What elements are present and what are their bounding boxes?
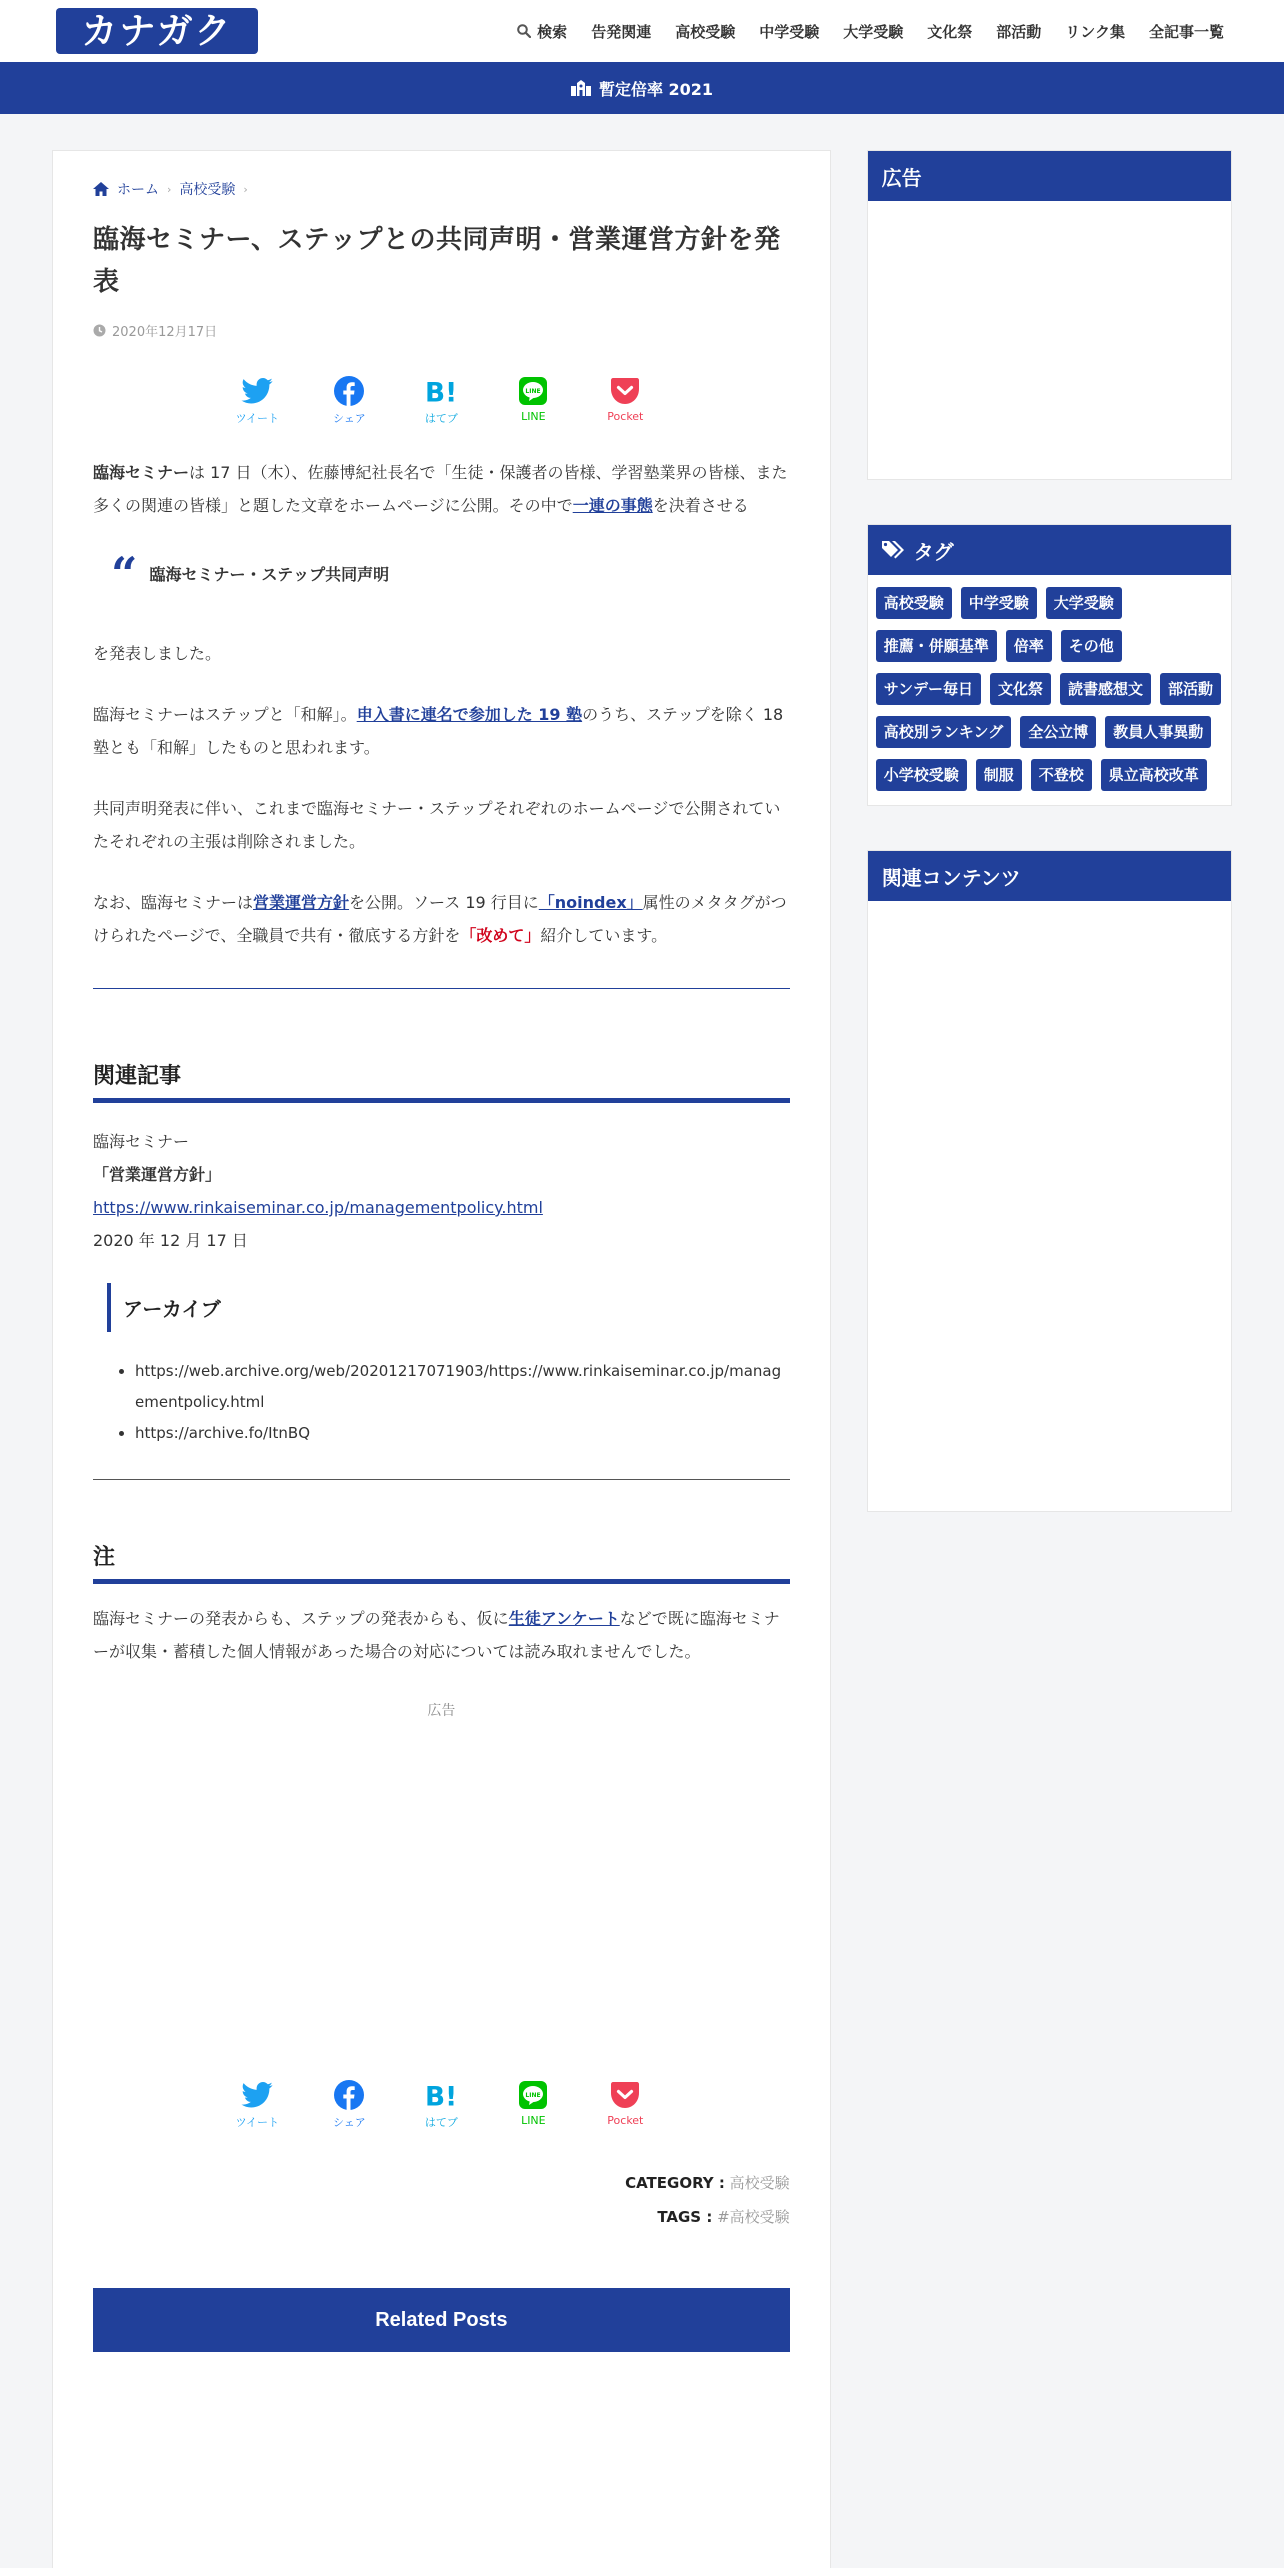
quote-text: 臨海セミナー・ステップ共同声明 [149, 565, 390, 584]
share-label: ツイート [235, 412, 280, 425]
ad-slot[interactable] [93, 1720, 790, 2060]
nav-club[interactable] [984, 21, 1053, 42]
share-label: シェア [332, 412, 366, 425]
share-label: ツイート [235, 2116, 280, 2129]
nav-search[interactable] [505, 21, 579, 42]
article-title: 臨海セミナー、ステップとの共同声明・営業運営方針を発表 [93, 225, 781, 297]
divider [93, 1479, 790, 1480]
twitter-icon [241, 376, 273, 406]
note-heading: 注 [93, 1540, 790, 1584]
text: などで既に臨海セミナーが収集・蓄積した個人情報があった場合の対応については読み取れませんでした。 [93, 1609, 780, 1661]
share-line[interactable] [502, 376, 564, 426]
tag-link[interactable]: 読書感想文 [1060, 673, 1151, 705]
hatena-bookmark-icon [425, 2080, 457, 2110]
share-label: はてブ [424, 2116, 458, 2129]
facebook-icon [333, 2080, 365, 2110]
tag-link[interactable]: 倍率 [1006, 630, 1052, 662]
share-label: LINE [521, 410, 546, 423]
policy-link[interactable]: 営業運営方針 [253, 893, 350, 912]
nav-festival[interactable] [915, 21, 984, 42]
nav-all-articles[interactable] [1137, 21, 1224, 42]
tag-cloud [868, 575, 1231, 805]
date-text: 2020年12月17日 [112, 325, 218, 340]
share-buttons-top [93, 376, 790, 426]
nav-university-exam[interactable] [831, 21, 915, 42]
share-label: Pocket [607, 410, 644, 423]
emphasis-text: 「改めて」 [460, 926, 541, 945]
nav-label: 中学受験 [759, 22, 820, 41]
category-row [93, 2166, 790, 2200]
tag-link[interactable]: 高校受験 [876, 587, 952, 619]
archive-item[interactable]: • https://web.archive.org/web/20201217071903/https://www.rinkaiseminar.co.jp/managementpolicy.html [135, 1356, 790, 1418]
related-source [93, 1125, 790, 1257]
widget-title: 広告 [868, 151, 1231, 201]
source-name: 臨海セミナー [93, 1132, 190, 1151]
nav-high-school-exam[interactable] [663, 21, 747, 42]
text: を決着させる [652, 496, 749, 515]
tag-link[interactable]: その他 [1061, 630, 1122, 662]
share-hatena[interactable] [410, 2080, 472, 2130]
tag-link[interactable]: 制服 [976, 759, 1022, 791]
tag-link[interactable]: 教員人事異動 [1105, 716, 1211, 748]
chevron-right-icon: › [243, 182, 248, 196]
quote-icon: “ [111, 546, 138, 601]
svg-text:LINE: LINE [525, 2092, 541, 2099]
share-buttons-bottom [93, 2080, 790, 2130]
category-label: CATEGORY : [625, 2174, 725, 2192]
archive-list [135, 1356, 790, 1449]
tag-link[interactable]: 高校別ランキング [876, 716, 1012, 748]
related-posts-header: Related Posts [93, 2288, 790, 2352]
notice-label: 暫定倍率 2021 [598, 79, 714, 99]
category-link[interactable]: 高校受験 [729, 2174, 790, 2192]
share-label: LINE [521, 2114, 546, 2127]
chevron-right-icon: › [167, 182, 172, 196]
line-icon [517, 376, 549, 406]
share-label: シェア [332, 2116, 366, 2129]
related-heading: 関連記事 [93, 1059, 790, 1103]
source-url[interactable]: https://www.rinkaiseminar.co.jp/managementpolicy.html [93, 1198, 543, 1217]
divider [93, 988, 790, 989]
blockquote [111, 546, 790, 601]
clock-icon [93, 324, 106, 337]
tags-label: TAGS : [657, 2208, 713, 2226]
share-pocket[interactable] [594, 376, 656, 426]
nav-label: 大学受験 [843, 22, 904, 41]
nav-label: リンク集 [1065, 22, 1125, 41]
bold-text: 臨海セミナー [93, 463, 190, 482]
share-hatena[interactable] [410, 376, 472, 426]
breadcrumb-category[interactable]: 高校受験 [179, 182, 236, 198]
nav-label: 全記事一覧 [1148, 22, 1224, 41]
tag-link[interactable]: #高校受験 [717, 2208, 790, 2226]
svg-text:LINE: LINE [525, 388, 541, 395]
petition-link[interactable]: 申入書に連名で参加した 19 塾 [356, 705, 583, 724]
related-content-slot[interactable] [868, 901, 1231, 1511]
nav-junior-high-exam[interactable] [747, 21, 831, 42]
search-icon [517, 24, 531, 38]
noindex-link[interactable]: 「noindex」 [538, 893, 643, 912]
text: 臨海セミナーの発表からも、ステップの発表からも、仮に [93, 1609, 509, 1628]
paragraph [93, 698, 790, 764]
survey-link[interactable]: 生徒アンケート [508, 1609, 620, 1628]
paragraph: 共同声明発表に伴い、これまで臨海セミナー・ステップそれぞれのホームページで公開されていたそれぞれの主張は削除されました。 [93, 799, 781, 851]
line-icon [517, 2080, 549, 2110]
archive-heading: アーカイブ [107, 1283, 790, 1332]
school-icon [571, 80, 591, 96]
text: 臨海セミナーはステップと「和解」。 [93, 705, 357, 724]
ad-widget [867, 150, 1232, 480]
facebook-icon [333, 376, 365, 406]
notice-bar[interactable] [0, 62, 1284, 114]
svg-text:B!: B! [425, 378, 458, 406]
svg-text:B!: B! [425, 2082, 458, 2110]
tags-row [93, 2200, 790, 2234]
article [52, 150, 831, 2568]
paragraph [93, 1602, 790, 1668]
tags-icon [882, 540, 906, 560]
share-label: Pocket [607, 2114, 644, 2127]
twitter-icon [241, 2080, 273, 2110]
tag-link[interactable]: 文化祭 [990, 673, 1051, 705]
incident-link[interactable]: 一連の事態 [572, 496, 653, 515]
nav-label: 文化祭 [927, 22, 973, 41]
related-content-widget [867, 850, 1232, 1512]
post-date [93, 321, 790, 340]
widget-title-text: タグ [913, 539, 954, 564]
text: を公開。ソース 19 行目に [349, 893, 539, 912]
home-icon [93, 182, 109, 196]
text: 紹介しています。 [540, 926, 668, 945]
post-meta [93, 2166, 790, 2234]
ad-slot[interactable] [868, 201, 1231, 479]
archive-item[interactable]: • https://archive.fo/ItnBQ [135, 1418, 790, 1449]
share-facebook[interactable] [318, 2080, 380, 2130]
site-header [0, 0, 1284, 62]
tag-link[interactable]: サンデー毎日 [876, 673, 981, 705]
tag-link[interactable]: 中学受験 [961, 587, 1037, 619]
widget-title [868, 525, 1231, 575]
global-nav [505, 21, 1224, 42]
paragraph [93, 886, 790, 952]
nav-links[interactable] [1053, 21, 1137, 42]
nav-label: 高校受験 [675, 22, 736, 41]
share-facebook[interactable] [318, 376, 380, 426]
tags-widget [867, 524, 1232, 806]
tag-link[interactable]: 全公立博 [1020, 716, 1096, 748]
text: は 17 日（木）、佐藤博紀社長名で「生徒・保護者の皆様、学習塾業界の皆様、また多くの関連の皆様」と題した文章をホームページに公開。その中で [93, 463, 788, 515]
share-line[interactable] [502, 2080, 564, 2130]
share-pocket[interactable] [594, 2080, 656, 2130]
svg-text:カナガク: カナガク [81, 11, 233, 52]
nav-label: 告発関連 [591, 22, 652, 41]
tag-link[interactable]: 大学受験 [1046, 587, 1122, 619]
text: 属性のメタタグがつけられたページで、全職員で共有・徹底する方針を [93, 893, 787, 945]
nav-accusation[interactable] [579, 21, 663, 42]
share-twitter[interactable] [226, 376, 288, 426]
pocket-icon [609, 376, 641, 406]
breadcrumb [93, 179, 790, 199]
share-twitter[interactable] [226, 2080, 288, 2130]
text: のうち、ステップを除く 18 塾とも「和解」したものと思われます。 [93, 705, 784, 757]
source-title: 「営業運営方針」 [93, 1165, 222, 1184]
nav-label: 部活動 [996, 22, 1042, 41]
site-logo[interactable] [56, 4, 258, 58]
paragraph [93, 456, 790, 522]
sidebar [867, 150, 1232, 1556]
tag-link[interactable]: 部活動 [1160, 673, 1221, 705]
tag-link[interactable]: 小学校受験 [876, 759, 967, 791]
source-date: 2020 年 12 月 17 日 [93, 1231, 248, 1250]
article-body [93, 456, 790, 2060]
widget-title: 関連コンテンツ [868, 851, 1231, 901]
text: なお、臨海セミナーは [93, 893, 254, 912]
tag-link[interactable]: 推薦・併願基準 [876, 630, 997, 662]
tag-link[interactable]: 県立高校改革 [1101, 759, 1207, 791]
paragraph: を発表しました。 [93, 644, 222, 663]
pocket-icon [609, 2080, 641, 2110]
ad-label: 広告 [427, 1703, 456, 1719]
breadcrumb-home[interactable]: ホーム [117, 182, 159, 198]
nav-label: 検索 [537, 22, 568, 41]
hatena-bookmark-icon [425, 376, 457, 406]
share-label: はてブ [424, 412, 458, 425]
tag-link[interactable]: 不登校 [1031, 759, 1092, 791]
